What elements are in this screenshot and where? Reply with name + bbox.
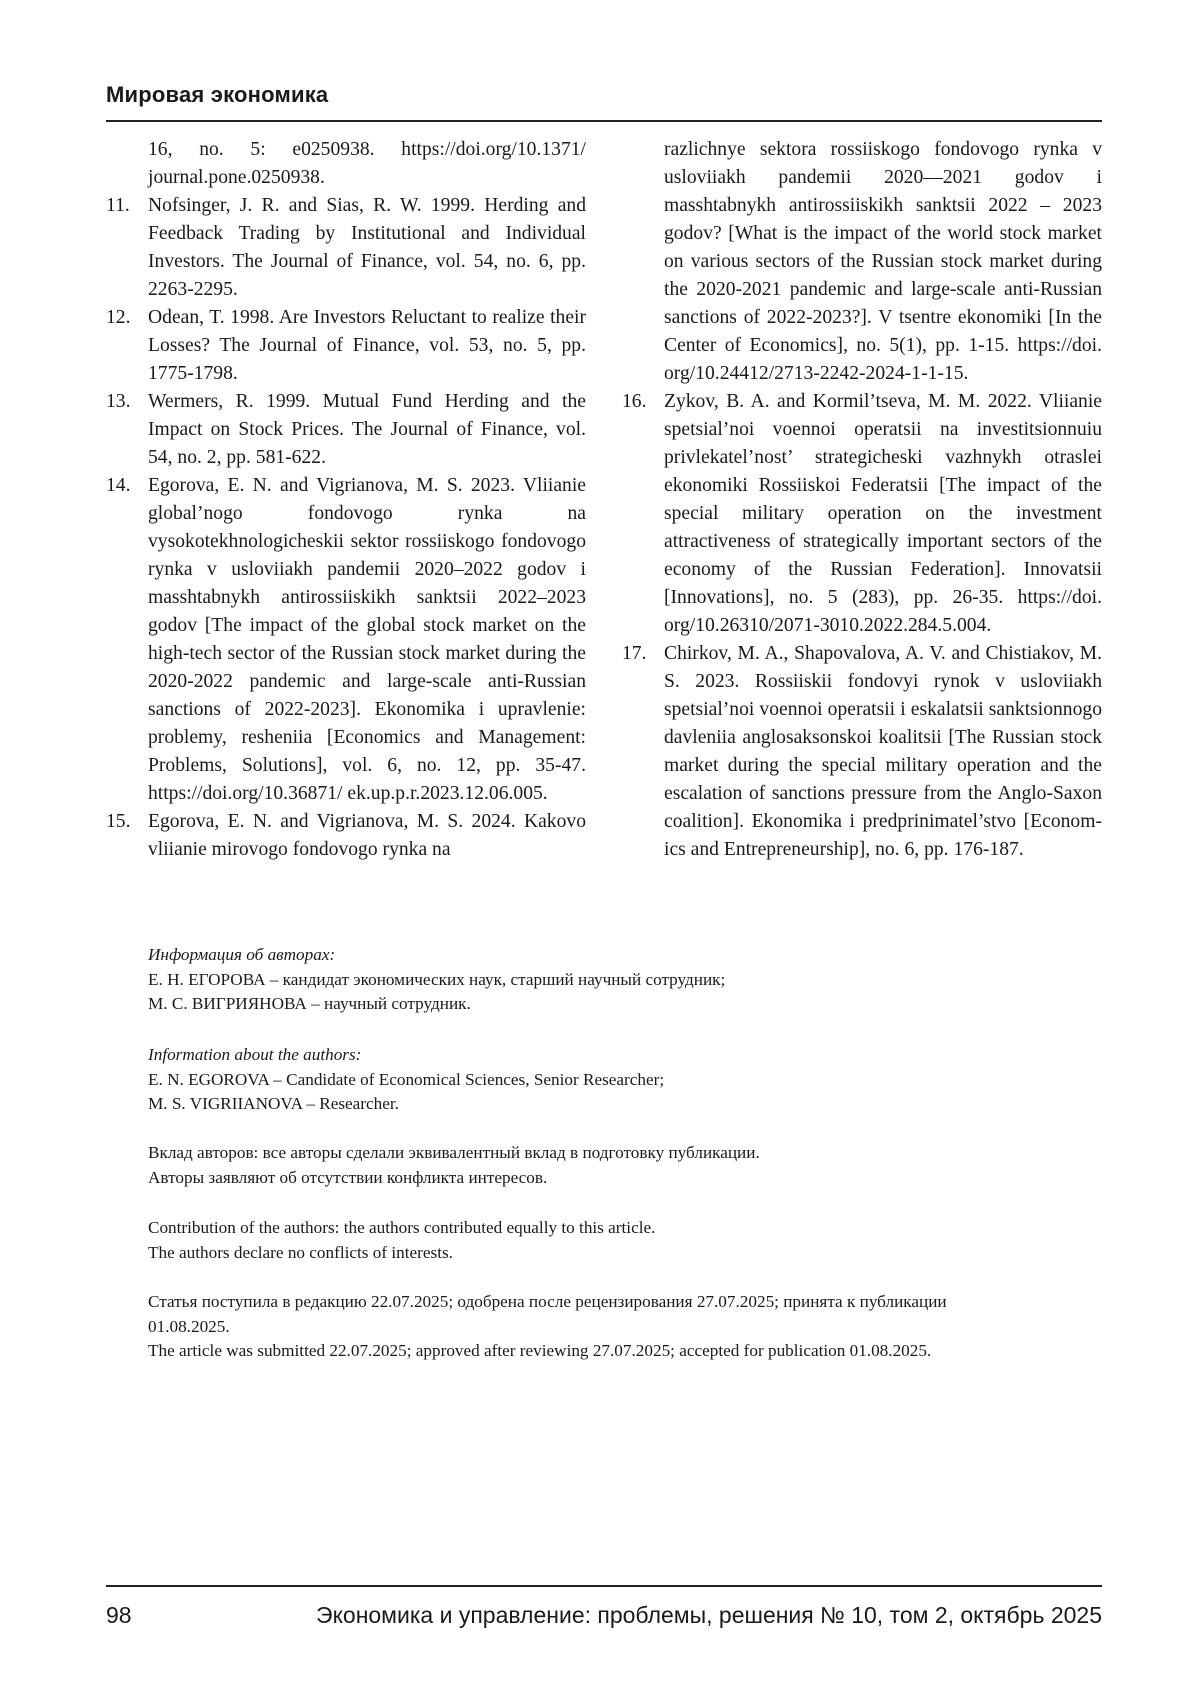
- journal-title: Экономика и управление: проблемы, решения № 10, том 2, октябрь 2025: [316, 1602, 1102, 1628]
- reference-number: 11.: [106, 195, 130, 216]
- references-left-column: [106, 136, 586, 864]
- reference-text: 16, no. 5: e0250938. https://doi.org/10.1371/ journal.pone.0250938.: [148, 139, 586, 188]
- reference-text: Nofsinger, J. R. and Sias, R. W. 1999. Herding and Feedback Trading by Institutional and Individual Investors. The Journal of Finance, vol. 54, no. 6, pp. 2263-2295.: [148, 195, 586, 300]
- article-dates: [148, 1290, 1102, 1364]
- author-line: Е. Н. ЕГОРОВА – кандидат экономических наук, старший научный сотрудник;: [148, 969, 726, 989]
- author-line: E. N. EGOROVA – Candidate of Economical Sciences, Senior Researcher;: [148, 1069, 665, 1089]
- authors-info-en: [148, 1043, 1102, 1117]
- authors-info-ru: [148, 943, 1102, 1017]
- reference-text: Zykov, B. A. and Kormil’tseva, M. M. 2022. Vliianie spetsial’noi voennoi operatsii na investitsionnuiu privlekatel’nost’ strategicheski vazhnykh otraslei ekonomiki Rossiiskoi Federatsii [The impact of the special military operation on the investment attractiveness of strategically important sectors of the economy of the Russian Federation]. Innovatsii [Innovations], no. 5 (283), pp. 26-35. https://doi. org/10.26310/2071-3010.2022.284.5.004.: [664, 391, 1102, 636]
- dates-ru-line: Статья поступила в редакцию 22.07.2025; одобрена после рецензирования 27.07.2025; принята к публикации: [148, 1292, 947, 1311]
- author-line: М. С. ВИГРИЯНОВА – научный сотрудник.: [148, 994, 471, 1013]
- reference-number: 16.: [622, 391, 647, 412]
- conflict-line: The authors declare no conflicts of interests.: [148, 1242, 453, 1262]
- reference-number: 15.: [106, 811, 131, 832]
- reference-item: [106, 136, 586, 192]
- reference-text: Odean, T. 1998. Are Investors Reluctant to realize their Losses? The Journal of Finance, vol. 53, no. 5, pp. 1775-1798.: [148, 307, 586, 384]
- footer-rule: [106, 1585, 1102, 1587]
- contribution-en: [148, 1216, 1102, 1265]
- contribution-line: Вклад авторов: все авторы сделали эквивалентный вклад в подготовку публикации.: [148, 1143, 760, 1162]
- reference-number: 12.: [106, 307, 131, 328]
- reference-item: [106, 192, 586, 304]
- contribution-ru: [148, 1141, 1102, 1190]
- authors-info-ru-label: Информация об авторах:: [148, 945, 336, 964]
- references-right-column: [622, 136, 1102, 864]
- reference-number: 14.: [106, 475, 131, 496]
- reference-number: [106, 136, 148, 192]
- contribution-line: Contribution of the authors: the authors contributed equally to this article.: [148, 1218, 656, 1237]
- reference-text: Wermers, R. 1999. Mutual Fund Herding and the Impact on Stock Prices. The Journal of Finance, vol. 54, no. 2, pp. 581-622.: [148, 391, 586, 468]
- reference-item: [106, 808, 586, 864]
- header-rule: [106, 120, 1102, 122]
- conflict-line: Авторы заявляют об отсутствии конфликта интересов.: [148, 1167, 548, 1187]
- reference-text: Egorova, E. N. and Vigrianova, M. S. 2023. Vliianie global’nogo fondovogo rynka na vysokotekhnologicheskii sektor rossiiskogo fondovogo rynka v usloviiakh pandemii 2020–2022 godov i masshtabnykh antirossiiskikh sanktsii 2022–2023 godov [The impact of the global stock market on the high-tech sector of the Russian stock market during the 2020-2022 pandemic and large-scale anti-Russian sanctions of 2022-2023]. Ekonomika i upravlenie: problemy, resheniia [Economics and Management: Problems, Solutions], vol. 6, no. 12, pp. 35-47. https://doi.org/10.36871/ ek.up.p.r.2023.12.06.005.: [148, 475, 586, 804]
- authors-info-en-label: Information about the authors:: [148, 1045, 362, 1064]
- reference-text: Chirkov, M. A., Shapovalova, A. V. and Chistiakov, M. S. 2023. Rossiiskii fondovyi rynok v usloviiakh spetsial’noi voennoi operatsii i eskalatsii sanktsionnogo davleniia anglosaksonskoi koalitsii [The Russian stock market during the special military operation and the escalation of sanctions pressure from the Anglo-Saxon coalition]. Ekonomika i predprinimatel’stvo [Economics and Entrepreneurship], no. 6, pp. 176-187.: [664, 643, 1102, 860]
- page-number: 98: [106, 1602, 132, 1628]
- reference-item: [622, 388, 1102, 640]
- reference-number: 13.: [106, 391, 131, 412]
- dates-en-line: The article was submitted 22.07.2025; approved after reviewing 27.07.2025; accepted for publication 01.08.2025.: [148, 1341, 932, 1360]
- reference-item: [622, 640, 1102, 864]
- reference-number: [622, 136, 664, 388]
- reference-text: razlichnye sektora rossiiskogo fondovogo rynka v usloviiakh pandemii 2020—2021 godov i masshtabnykh antirossiiskikh sanktsii 2022 – 2023 godov? [What is the impact of the world stock market on various sectors of the Russian stock market during the 2020-2021 pandemic and large-scale anti-Russian sanctions of 2022-2023?]. V tsentre ekonomiki [In the Center of Economics], no. 5(1), pp. 1-15. https://doi. org/10.24412/2713-2242-2024-1-1-15.: [664, 139, 1102, 384]
- author-line: M. S. VIGRIIANOVA – Researcher.: [148, 1094, 399, 1113]
- reference-number: 17.: [622, 643, 647, 664]
- reference-item: [106, 472, 586, 808]
- reference-item: [106, 304, 586, 388]
- reference-text: Egorova, E. N. and Vigrianova, M. S. 2024. Kakovo vliianie mirovogo fondovogo rynka na: [148, 811, 586, 860]
- section-title: Мировая экономика: [106, 82, 329, 107]
- reference-item: [622, 136, 1102, 388]
- reference-item: [106, 388, 586, 472]
- dates-ru-line: 01.08.2025.: [148, 1316, 230, 1336]
